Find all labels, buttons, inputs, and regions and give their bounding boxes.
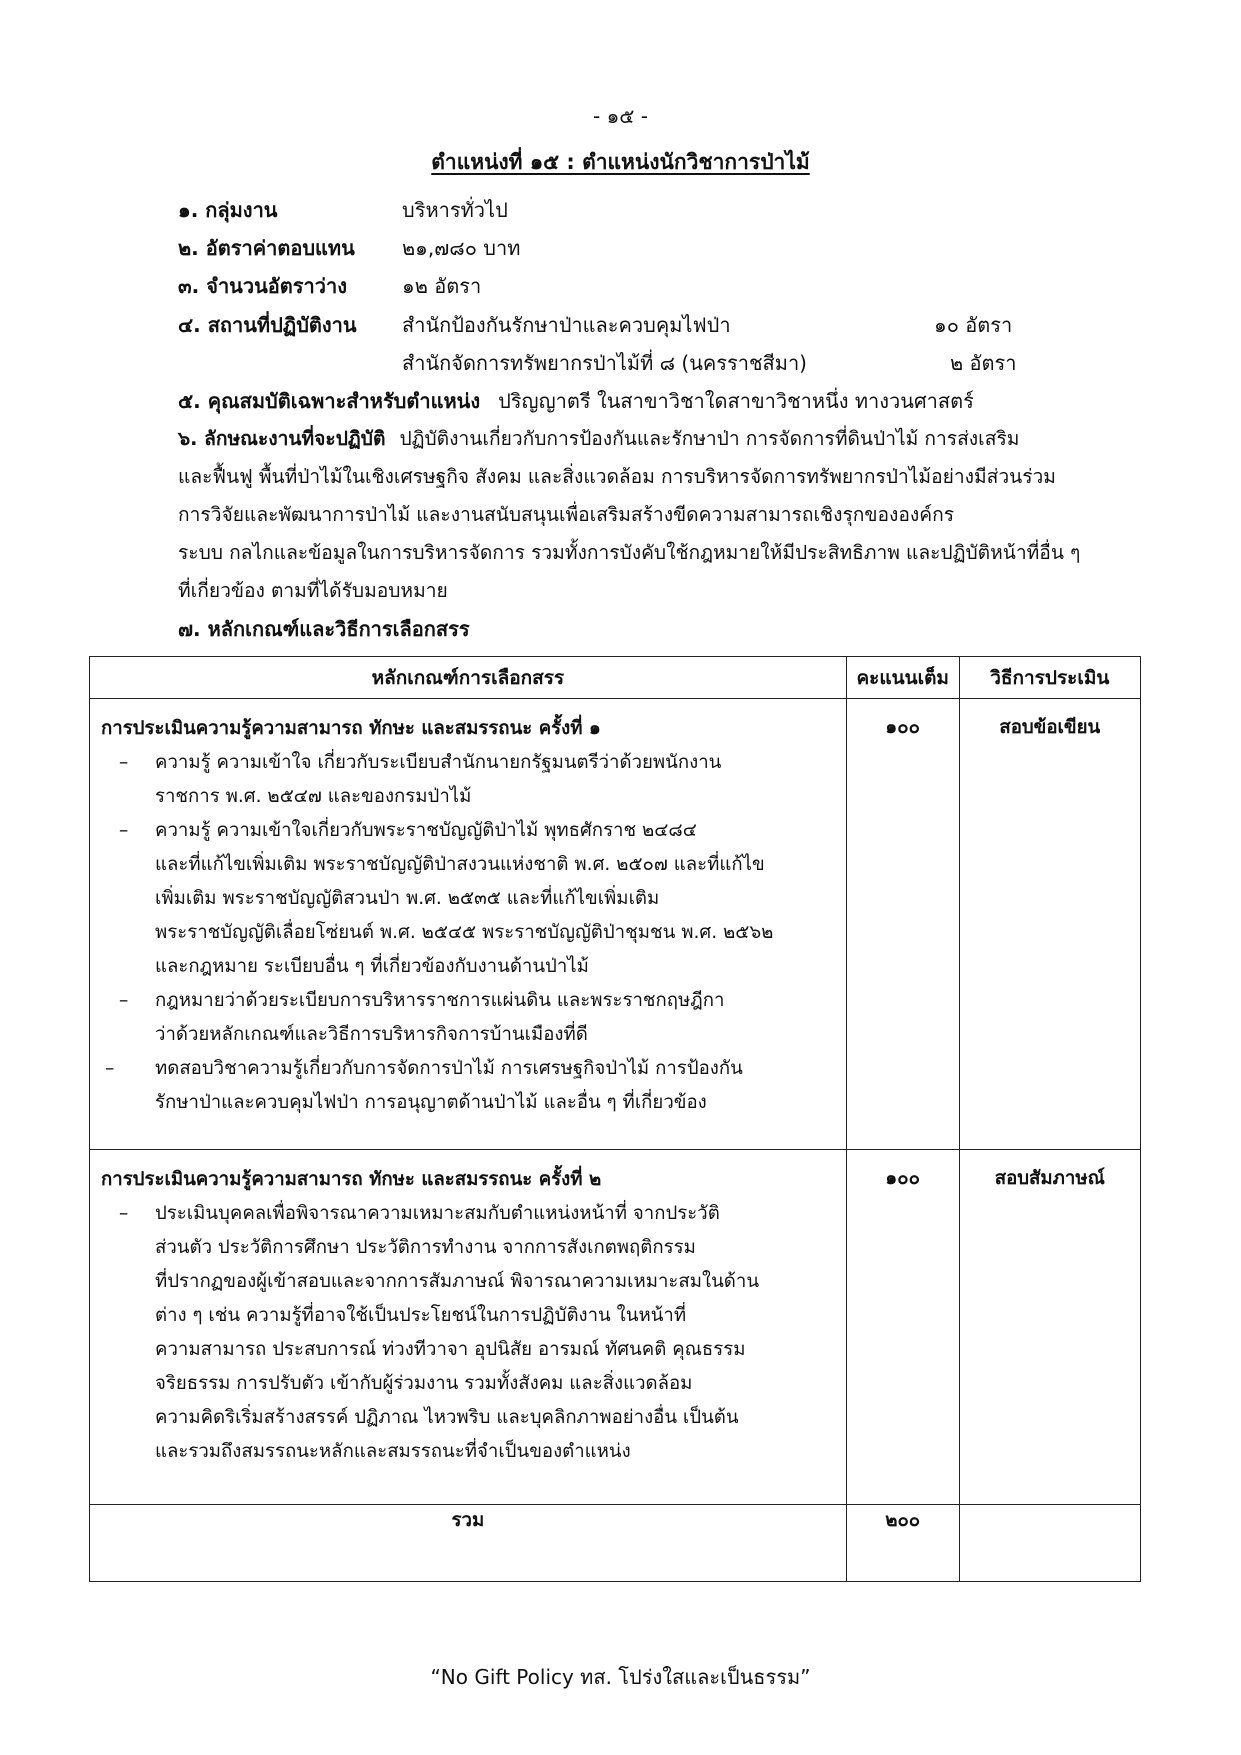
bullet-line: ความสามารถ ประสบการณ์ ท่วงทีวาจา อุปนิสัย อารมณ์ ทัศนคติ คุณธรรม xyxy=(155,1339,746,1360)
table-row-total xyxy=(90,1505,1141,1582)
table-row-round-1 xyxy=(90,699,1141,1150)
info-pay xyxy=(178,231,520,265)
round-2-bullet-1 xyxy=(91,1197,845,1469)
col-score-header: คะแนนเต็ม xyxy=(846,657,959,699)
col-criteria-header: หลักเกณฑ์การเลือกสรร xyxy=(90,657,847,699)
bullet-line: ทดสอบวิชาความรู้เกี่ยวกับการจัดการป่าไม้ การเศรษฐกิจป่าไม้ การป้องกัน xyxy=(155,1058,743,1079)
round-1-bullet-1 xyxy=(91,746,845,814)
location-label: ๔. สถานที่ปฏิบัติงาน xyxy=(178,313,357,337)
round-1-bullet-4 xyxy=(91,1052,845,1120)
bullet-line: เพิ่มเติม พระราชบัญญัติสวนป่า พ.ศ. ๒๕๓๕ และที่แก้ไขเพิ่มเติม xyxy=(155,888,660,909)
bullet-line: ประเมินบุคคลเพื่อพิจารณาความเหมาะสมกับตำแหน่งหน้าที่ จากประวัติ xyxy=(155,1203,720,1224)
location-2-name: สำนักจัดการทรัพยากรป่าไม้ที่ ๘ (นครราชสีมา) xyxy=(402,351,807,375)
pay-value: ๒๑,๗๘๐ บาท xyxy=(402,236,521,260)
info-location-1 xyxy=(178,308,1038,342)
info-location-2 xyxy=(178,346,1038,380)
qualification-value: ปริญญาตรี ในสาขาวิชาใดสาขาวิชาหนึ่ง ทางวนศาสตร์ xyxy=(498,389,974,413)
bullet-line: ความคิดริเริ่มสร้างสรรค์ ปฏิภาณ ไหวพริบ และบุคลิกภาพอย่างอื่น เป็นต้น xyxy=(155,1407,739,1428)
bullet-line: ต่าง ๆ เช่น ความรู้ที่อาจใช้เป็นประโยชน์ในการปฏิบัติงาน ในหน้าที่ xyxy=(155,1305,687,1326)
round-2-method: สอบสัมภาษณ์ xyxy=(959,1150,1140,1505)
vacancy-value: ๑๒ อัตรา xyxy=(402,274,482,298)
page-number: - ๑๕ - xyxy=(593,104,648,128)
dash-marker: – xyxy=(119,752,129,773)
round-1-bullet-2 xyxy=(91,814,845,984)
duties-label: ๖. ลักษณะงานที่จะปฏิบัติ xyxy=(178,427,386,450)
round-1-bullet-3 xyxy=(91,984,845,1052)
document-title-text: ตำแหน่งที่ ๑๕ : ตำแหน่งนักวิชาการป่าไม้ xyxy=(431,150,810,174)
round-1-score: ๑๐๐ xyxy=(846,699,959,1150)
info-group xyxy=(178,193,508,227)
info-qualification xyxy=(178,384,974,418)
duties-line-4: ระบบ กลไกและข้อมูลในการบริหารจัดการ รวมทั้งการบังคับใช้กฎหมายให้มีประสิทธิภาพ และปฏิบัติหน้าที่อื่น ๆ xyxy=(178,541,1081,564)
duties-line-5: ที่เกี่ยวข้อง ตามที่ได้รับมอบหมาย xyxy=(178,579,448,602)
group-value: บริหารทั่วไป xyxy=(402,198,508,222)
bullet-line: รักษาป่าและควบคุมไฟป่า การอนุญาตด้านป่าไม้ และอื่น ๆ ที่เกี่ยวข้อง xyxy=(155,1092,707,1113)
group-label: ๑. กลุ่มงาน xyxy=(178,198,278,222)
total-method-empty xyxy=(959,1505,1140,1582)
bullet-line: ความรู้ ความเข้าใจ เกี่ยวกับระเบียบสำนักนายกรัฐมนตรีว่าด้วยพนักงาน xyxy=(155,752,722,773)
qualification-label: ๕. คุณสมบัติเฉพาะสำหรับตำแหน่ง xyxy=(178,389,481,413)
criteria-table xyxy=(89,656,1141,1582)
bullet-line: และกฎหมาย ระเบียบอื่น ๆ ที่เกี่ยวข้องกับงานด้านป่าไม้ xyxy=(155,956,589,977)
round-1-heading: การประเมินความรู้ความสามารถ ทักษะ และสมรรถนะ ครั้งที่ ๑ xyxy=(101,718,601,739)
bullet-line: และรวมถึงสมรรถนะหลักและสมรรถนะที่จำเป็นของตำแหน่ง xyxy=(155,1441,631,1462)
round-1-criteria-cell xyxy=(90,699,847,1150)
bullet-line: กฎหมายว่าด้วยระเบียบการบริหารราชการแผ่นดิน และพระราชกฤษฎีกา xyxy=(155,990,725,1011)
bullet-line: ที่ปรากฏของผู้เข้าสอบและจากการสัมภาษณ์ พิจารณาความเหมาะสมในด้าน xyxy=(155,1271,760,1292)
pay-label: ๒. อัตราค่าตอบแทน xyxy=(178,236,355,260)
total-score: ๒๐๐ xyxy=(846,1505,959,1582)
bullet-line: จริยธรรม การปรับตัว เข้ากับผู้ร่วมงาน รวมทั้งสังคม และสิ่งแวดล้อม xyxy=(155,1373,693,1394)
criteria-heading-text: ๗. หลักเกณฑ์และวิธีการเลือกสรร xyxy=(178,617,470,641)
bullet-line: ความรู้ ความเข้าใจเกี่ยวกับพระราชบัญญัติป่าไม้ พุทธศักราช ๒๔๘๔ xyxy=(155,820,697,841)
duties-line-3: การวิจัยและพัฒนาการป่าไม้ และงานสนับสนุนเพื่อเสริมสร้างขีดความสามารถเชิงรุกขององค์กร xyxy=(178,503,955,526)
col-method-header: วิธีการประเมิน xyxy=(959,657,1140,699)
dash-marker: – xyxy=(105,1058,115,1079)
round-1-method: สอบข้อเขียน xyxy=(959,699,1140,1150)
round-2-score: ๑๐๐ xyxy=(846,1150,959,1505)
dash-marker: – xyxy=(119,820,129,841)
bullet-line: พระราชบัญญัติเลื่อยโซ่ยนต์ พ.ศ. ๒๕๔๕ พระราชบัญญัติป่าชุมชน พ.ศ. ๒๕๖๒ xyxy=(155,922,774,943)
duties-line-1 xyxy=(178,422,1019,456)
bullet-line: ว่าด้วยหลักเกณฑ์และวิธีการบริหารกิจการบ้านเมืองที่ดี xyxy=(155,1024,588,1045)
bullet-line: และที่แก้ไขเพิ่มเติม พระราชบัญญัติป่าสงวนแห่งชาติ พ.ศ. ๒๕๐๗ และที่แก้ไข xyxy=(155,854,765,875)
duties-text-1: ปฏิบัติงานเกี่ยวกับการป้องกันและรักษาป่า การจัดการที่ดินป่าไม้ การส่งเสริม xyxy=(399,427,1020,450)
table-header-row xyxy=(90,657,1141,699)
document-title xyxy=(0,146,1241,179)
criteria-heading xyxy=(178,612,470,646)
round-2-heading: การประเมินความรู้ความสามารถ ทักษะ และสมรรถนะ ครั้งที่ ๒ xyxy=(101,1169,602,1190)
footer-slogan: “No Gift Policy ทส. โปร่งใสและเป็นธรรม” xyxy=(430,1665,811,1689)
info-vacancy xyxy=(178,269,481,303)
round-2-criteria-cell xyxy=(90,1150,847,1505)
bullet-line: ราชการ พ.ศ. ๒๕๔๗ และของกรมป่าไม้ xyxy=(155,786,472,807)
location-1-count: ๑๐ อัตรา xyxy=(934,313,1013,337)
vacancy-label: ๓. จำนวนอัตราว่าง xyxy=(178,274,347,298)
table-row-round-2 xyxy=(90,1150,1141,1505)
bullet-line: ส่วนตัว ประวัติการศึกษา ประวัติการทำงาน จากการสังเกตพฤติกรรม xyxy=(155,1237,696,1258)
dash-marker: – xyxy=(119,1203,129,1224)
location-2-count: ๒ อัตรา xyxy=(950,351,1017,375)
duties-line-2: และฟื้นฟู พื้นที่ป่าไม้ในเชิงเศรษฐกิจ สังคม และสิ่งแวดล้อม การบริหารจัดการทรัพยากรป่าไม้อย่างมีส่วนร่วม xyxy=(178,465,1056,488)
location-1-name: สำนักป้องกันรักษาป่าและควบคุมไฟป่า xyxy=(402,313,731,337)
dash-marker: – xyxy=(119,990,129,1011)
total-label: รวม xyxy=(90,1505,847,1582)
